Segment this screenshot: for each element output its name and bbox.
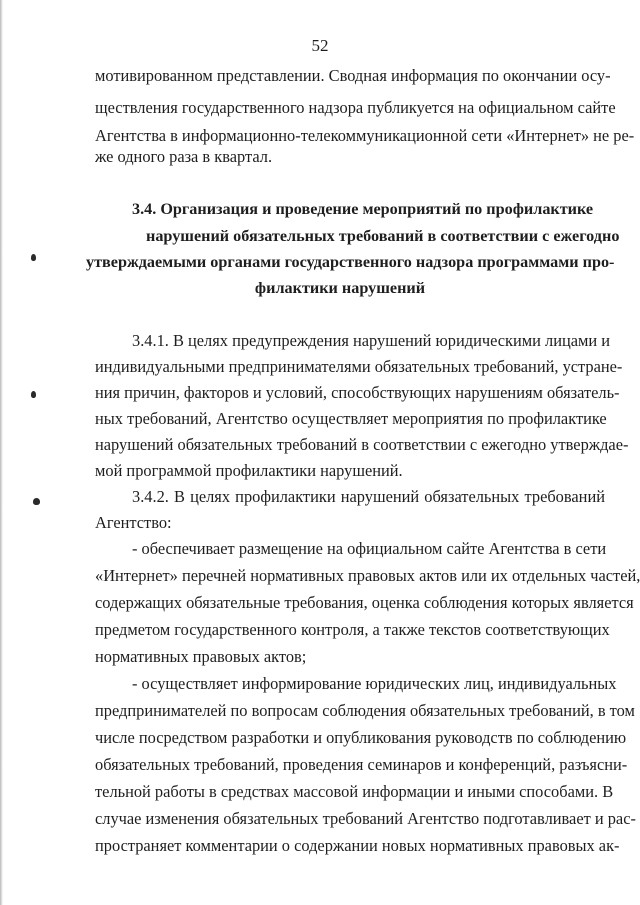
scan-edge [0,0,3,905]
bullet-2-line: предпринимателей по вопросам соблюдения обязательных требований, в том [95,701,635,720]
top-paragraph-line: мотивированном представлении. Сводная информация по окончании осу- [95,66,611,85]
bullet-2-line: тельной работы в средствах массовой информации и иными способами. В [95,782,614,801]
paragraph-341-line: мой программой профилактики нарушений. [95,461,403,480]
bullet-1-line: «Интернет» перечней нормативных правовых актов или их отдельных частей, [95,566,640,585]
paragraph-341-line: ния причин, факторов и условий, способствующих нарушениям обязатель- [95,383,620,402]
bullet-2-line: числе посредством разработки и опубликования руководств по соблюдению [95,728,627,747]
paragraph-342-line: Агентство: [95,513,172,532]
scan-speck [31,391,36,398]
bullet-1-line: предметом государственного контроля, а также текстов соответствующих [95,620,610,639]
paragraph-341-line: индивидуальными предпринимателями обязательных требований, устране- [95,357,623,376]
scan-speck [31,254,36,261]
paragraph-341-line: нарушений обязательных требований в соответствии с ежегодно утверждае- [95,435,629,454]
bullet-2-line: обязательных требований, проведения семинаров и конференций, разъясни- [95,755,628,774]
top-paragraph-line: же одного раза в квартал. [95,147,273,166]
paragraph-341-line: 3.4.1. В целях предупреждения нарушений юридическими лицами и [132,331,611,350]
bullet-1-line: - обеспечивает размещение на официальном сайте Агентства в сети [132,539,607,558]
section-heading-line: нарушений обязательных требований в соответствии с ежегодно [146,227,620,245]
bullet-2-line: случае изменения обязательных требований Агентство подготавливает и рас- [95,809,636,828]
scan-speck [33,498,40,505]
section-heading-line: утверждаемыми органами государственного надзора программами про- [86,253,615,271]
bullet-2-line: - осуществляет информирование юридических лиц, индивидуальных [132,674,617,693]
top-paragraph-line: Агентства в информационно-телекоммуникационной сети «Интернет» не ре- [95,126,635,145]
section-heading-line: филактики нарушений [254,279,426,297]
bullet-1-line: нормативных правовых актов; [95,647,307,666]
page-number: 52 [311,36,329,55]
paragraph-341-line: ных требований, Агентство осуществляет мероприятия по профилактике [95,409,607,428]
paragraph-342-line: 3.4.2. В целях профилактики нарушений обязательных требований [132,487,605,506]
top-paragraph-line: ществления государственного надзора публикуется на официальном сайте [95,98,616,117]
bullet-2-line: пространяет комментарии о содержании новых нормативных правовых ак- [95,836,620,855]
section-heading-line: 3.4. Организация и проведение мероприятий по профилактике [132,200,594,218]
bullet-1-line: содержащих обязательные требования, оценка соблюдения которых является [95,593,634,612]
